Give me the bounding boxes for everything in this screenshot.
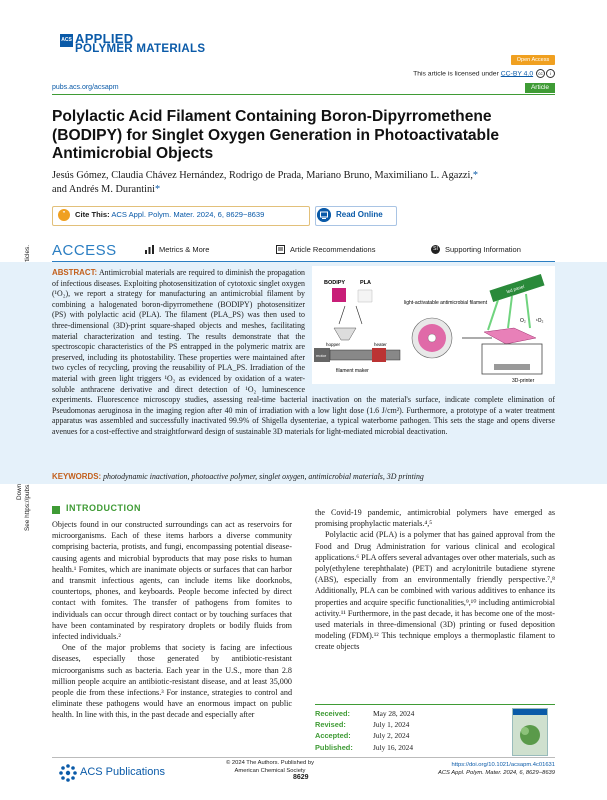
pla-pellets	[358, 290, 372, 302]
filament-label: light-activatable antimicrobial filament	[404, 300, 488, 306]
extruder	[330, 350, 400, 360]
globe-icon	[317, 208, 331, 222]
history-row: Accepted: July 2, 2024	[315, 731, 410, 741]
doi-link[interactable]: https://doi.org/10.1021/acsapm.4c01631	[451, 762, 555, 768]
author-list	[52, 169, 555, 197]
cite-text	[75, 210, 264, 219]
publisher-name: ACS Publications	[80, 766, 165, 778]
license-link[interactable]: CC-BY 4.0	[500, 70, 534, 78]
corresponding-star: *	[154, 184, 161, 195]
journal-name-line1: APPLIED	[75, 31, 134, 46]
access-label: ACCESS	[52, 242, 117, 259]
filament-maker-label: filament maker	[336, 368, 369, 374]
left-column	[52, 519, 292, 721]
article-type-badge: Article	[525, 83, 555, 93]
heater	[372, 348, 386, 362]
cc-by-icon: i	[546, 69, 555, 78]
motor-label: motor	[316, 353, 327, 358]
cc-icon: cc	[536, 69, 545, 78]
header-divider	[52, 94, 555, 95]
authors-line2: and Andrés M. Durantini	[52, 184, 155, 195]
heater-label: heater	[374, 342, 387, 347]
license-prefix: This article is licensed under	[413, 70, 499, 78]
right-column	[315, 507, 555, 653]
singlet-oxygen-label: ¹O₂	[536, 318, 544, 324]
pla-label: PLA	[360, 280, 371, 286]
footer-citation-text: ACS Appl. Polym. Mater. 2024, 6, 8629−8639	[437, 769, 555, 776]
journal-name-line2: POLYMER MATERIALS	[75, 43, 206, 55]
cite-label: Cite This:	[75, 210, 110, 219]
acs-publications-logo-icon	[58, 763, 78, 783]
hopper-label: hopper	[326, 342, 341, 347]
history-divider	[315, 704, 555, 705]
abstract-body: Antimicrobial materials are required to diminish the propagation of infectious diseases. Exploiting photosensitization of cytotoxic singlet oxygen (¹O₂), we report a strategy for manufacturing an antimicrobial filament by combining a halogenated boron-dipyrromethene (BODIPY) photosensitizer (PS) with polylactic acid (PLA). The filament (PLA_PS) was then used to three-dimensional (3D)-print square-shaped objects and meshes, facilitating material characterization and testing. The results demonstrate that the spectroscopic characteristics of the PS entrapped in the polymeric matrix are preserved, including its photostability. These properties were maintained after two cycles of recycling, proving the reusability of PLA_PS. Irradiation of the material with green light triggers ¹O₂ as evidenced by oxidation of a water-soluble anthracene derivative and direct detection of ¹O₂ luminescence experiments. Fluorescence microscopy studies, assessing real-time bacterial inactivation on the material's surface, indicate complete elimination of Pseudomonas aeruginosa in the imaging region after 40 min of irradiation with a low light dose (1.6 J/cm²). Furthermore, a prototype of a water treatment apparatus was assembled and successfully inactivated 99.9% of Shigella dysenteriae, a typical waterborne pathogen. This sets the stage and opens diverse avenues for a cost-effective and straightforward design of sustainable 3D materials for light-mediated microbial deactivation.	[52, 268, 555, 436]
keywords-label: KEYWORDS:	[52, 472, 102, 481]
footer-citation	[438, 762, 555, 777]
supporting-info-link[interactable]: Supporting Information	[445, 245, 521, 254]
history-row: Published: July 16, 2024	[315, 742, 414, 752]
journal-cover-thumbnail[interactable]	[512, 708, 548, 756]
keywords	[52, 472, 555, 481]
bodipy-powder	[332, 288, 346, 302]
section-marker-icon	[52, 506, 60, 514]
recommendations-link[interactable]: Article Recommendations	[290, 245, 376, 254]
intro-heading: INTRODUCTION	[66, 503, 141, 513]
journal-url[interactable]: pubs.acs.org/acsapm	[52, 84, 119, 91]
o2-label: O₂	[520, 318, 526, 324]
page-number: 8629	[293, 774, 309, 781]
bodipy-label: BODIPY	[324, 280, 346, 286]
corresponding-star: *	[472, 170, 479, 181]
metrics-link[interactable]: Metrics & More	[159, 245, 210, 254]
citation[interactable]: ACS Appl. Polym. Mater. 2024, 6, 8629−8639	[111, 210, 265, 219]
acs-logo-icon: ACS	[60, 34, 73, 47]
intro-paragraph-3: the Covid-19 pandemic, antimicrobial polymers have emerged as promising prophylactic materials.⁴,⁵	[315, 508, 555, 529]
open-access-badge: Open Access	[511, 55, 555, 65]
supporting-info-icon: SI	[431, 245, 440, 254]
copyright-line2: American Chemical Society	[234, 767, 306, 774]
authors-line1: Jesús Gómez, Claudia Chávez Hernández, Rodrigo de Prada, Mariano Bruno, Maximiliano L. Agazzi,	[52, 170, 473, 181]
printer-label: 3D-printer	[512, 378, 535, 384]
recommendations-icon	[276, 245, 285, 254]
history-row: Revised: July 1, 2024	[315, 720, 410, 730]
article-title: Polylactic Acid Filament Containing Boron-Dipyrromethene (BODIPY) for Singlet Oxygen Generation in Photoactivatable Antimicrobial Objects	[52, 108, 500, 163]
read-online-label[interactable]: Read Online	[336, 210, 383, 219]
bar-chart-icon	[145, 245, 154, 254]
intro-paragraph-4: Polylactic acid (PLA) is a polymer that has gained approval from the Food and Drug Administration for various clinical and ecological applications.⁶ PLA offers several advantages over other materials, such as poly(ethylene terephthalate) (PET) and acrylonitrile butadiene styrene (ABS), especially from an environmentally friendly perspective.⁷,⁸ Additionally, PLA can be combined with various additives to enhance its properties and acquire specific functionalities,⁹,¹⁰ including antimicrobial activity.¹¹ Furthermore, in the past decade, it has become one of the most-used materials in three-dimensional (3D) printing or fused deposition modeling (FDM).¹² This technique employs a thermoplastic filament to create objects	[315, 530, 555, 652]
toc-graphic	[312, 266, 555, 384]
quote-icon: ”	[58, 209, 70, 221]
abstract-heading: ABSTRACT:	[52, 268, 98, 277]
history-row: Received: May 28, 2024	[315, 709, 415, 718]
keywords-list: photodynamic inactivation, photoactive polymer, singlet oxygen, antimicrobial materials, 3D printing	[103, 472, 424, 481]
intro-paragraph-1: Objects found in our constructed surroundings can act as reservoirs for microorganisms. Each of these items harbors a diverse community comprising bacteria, protists, and fungi, encompassing potential disease-causing agents and microbial byproducts that may pose risks to human health.¹ Fomites, which are inanimate objects or surfaces that can harbor and transmit infectious agents, can include items like doorknobs, countertops, phones, and keyboards. People become infected by direct contact with fomites. The transfer of pathogens from fomites to individuals can occur through direct contact or by touching surfaces that have been contaminated by respiratory droplets or bodily fluids from infected individuals.²	[52, 520, 292, 642]
license-notice	[413, 69, 555, 78]
copyright	[160, 760, 380, 775]
copyright-line1: © 2024 The Authors. Published by	[226, 760, 314, 766]
intro-paragraph-2: One of the major problems that society is facing are infectious diseases, especially those generated by antibiotic-resistant microorganisms such as bacteria. Each year in the U.S., more than 2.8 million people acquire an antibiotic-resistant disease, and at least 35,000 people die from these infections.³ For instance, strategies to control and eliminate these pathogens would have an enormous impact on public health. In line with this, in the past decade and especially after	[52, 643, 292, 720]
footer-divider	[52, 757, 555, 758]
publication-history	[315, 708, 495, 753]
led-panel-label: led panel	[505, 283, 525, 295]
